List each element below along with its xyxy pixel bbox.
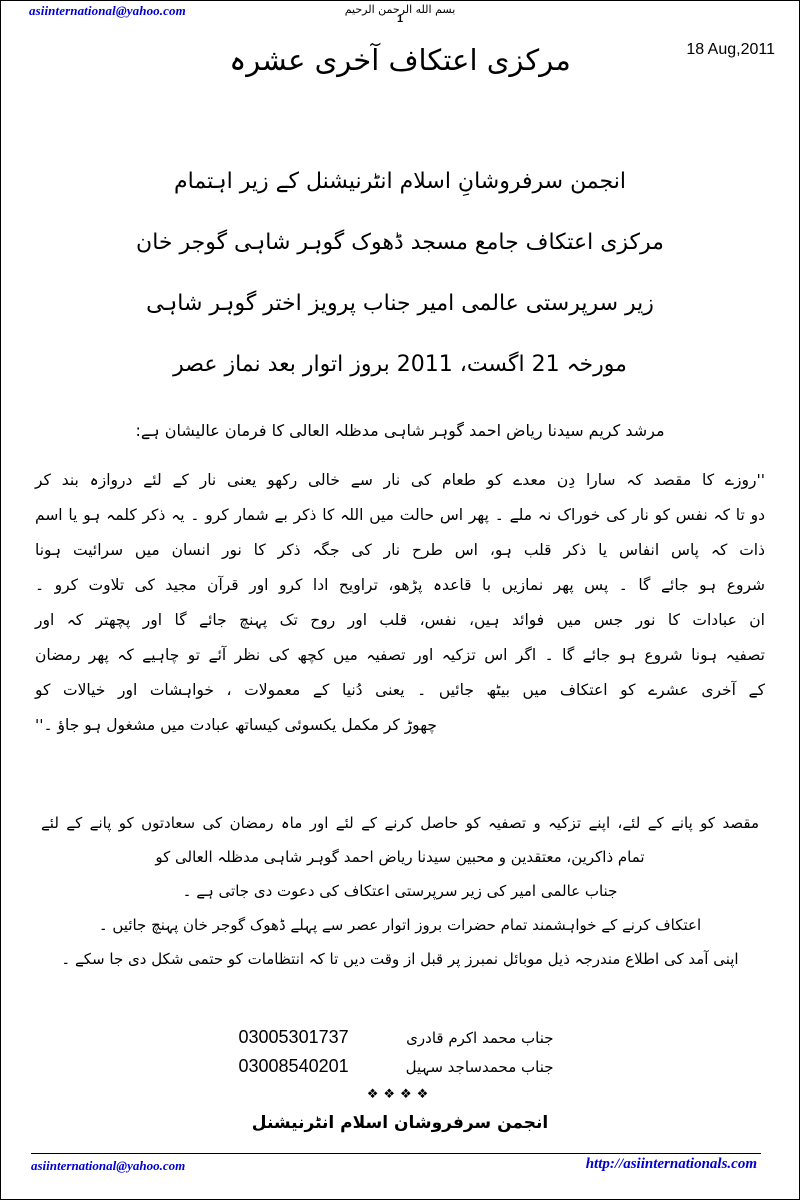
announcement-line-1: انجمن سرفروشانِ اسلام انٹرنیشنل کے زیر اہتمام	[174, 169, 626, 194]
contact-list	[1, 1023, 799, 1081]
footer-email-link[interactable]: asiinternational@yahoo.com	[31, 1158, 186, 1173]
quote-line-7: کے آخری عشرے کو اعتکاف میں بیٹھ جائیں ۔ یعنی دُنیا کے معمولات ، خواہشات اور خیالات کو	[35, 681, 765, 699]
contact-phone: 03005301737	[238, 1027, 349, 1047]
contact-name: جناب محمدساجد سہیل	[405, 1058, 554, 1076]
contact-row	[1, 1023, 799, 1052]
quote-line-8: چھوڑ کر مکمل یکسوئی کیساتھ عبادت میں مشغول ہو جاؤ ۔''	[35, 716, 437, 734]
organization-name: انجمن سرفروشان اسلام انٹرنیشنل	[251, 1113, 549, 1133]
invitation-line-3: جناب عالمی امیر کی زیر سرپرستی اعتکاف کی دعوت دی جاتی ہے ۔	[182, 882, 618, 900]
quote-body	[35, 463, 765, 743]
invitation-line-2: تمام ذاکرین، معتقدین و محبین سیدنا ریاض احمد گوہر شاہی مدظلہ العالی کو	[155, 848, 645, 866]
announcement-line-3: زیر سرپرستی عالمی امیر جناب پرویز اختر گوہر شاہی	[146, 291, 654, 316]
invitation-line-5: اپنی آمد کی اطلاع مندرجہ ذیل موبائل نمبرز پر قبل از وقت دیں تا کہ انتظامات کو حتمی شکل دی جا سکے ۔	[61, 950, 739, 968]
quote-line-3: ذات کہ پاس انفاس یا ذکر قلب ہو، اس طرح نار کی جگہ ذکر کا نور انسان میں سرائیت ہونا	[35, 541, 765, 559]
invitation-line-4: اعتکاف کرنے کے خواہشمند تمام حضرات بروز اتوار عصر سے پہلے ڈھوک گوجر خان پہنچ جائیں ۔	[98, 916, 702, 934]
bismillah-text: بسم الله الرحمن الرحيم	[344, 3, 456, 16]
page-number: 1	[396, 13, 404, 25]
quote-intro: مرشد کریم سیدنا ریاض احمد گوہر شاہی مدظلہ العالی کا فرمان عالیشان ہے:	[135, 421, 665, 440]
contact-row	[1, 1052, 799, 1081]
quote-line-6: تصفیہ ہونا شروع ہو جائے گا ۔ اگر اس تزکیہ اور تصفیہ میں کچھ کی نظر آئے تو چاہیے کہ پھر رمضان	[35, 646, 765, 664]
contact-name: جناب محمد اکرم قادری	[406, 1029, 554, 1047]
quote-line-1: ''روزے کا مقصد کہ سارا دِن معدے کو طعام کی نار سے خالی رکھو یعنی نار کے لئے دروازہ بند کر	[35, 471, 765, 489]
announcement-line-2: مرکزی اعتکاف جامع مسجد ڈھوک گوہر شاہی گوجر خان	[136, 230, 664, 255]
quote-line-4: شروع ہو جائے گا ۔ پس پھر نمازیں با قاعدہ پڑھو، تراویح ادا کرو اور قرآن مجید کی تلاوت کرو ۔	[35, 576, 765, 594]
contact-phone: 03008540201	[238, 1056, 349, 1076]
diamond-ornament-icon: ❖❖❖❖	[366, 1087, 434, 1102]
page-title: مرکزی اعتکاف آخری عشرہ	[229, 43, 571, 77]
document-date: 18 Aug,2011	[686, 41, 775, 58]
quote-line-5: ان عبادات کا نور جس میں فوائد ہیں، نفس، قلب اور روح تک پہنچ جائے گا اور پچھتر کہ اور	[35, 611, 765, 629]
header-email-link[interactable]: asiinternational@yahoo.com	[29, 3, 186, 18]
invitation-line-1: مقصد کو پانے کے لئے، اپنے تزکیہ و تصفیہ کو حاصل کرنے کے لئے اور ماہ رمضان کی سعادتوں کو پانے کے لئے	[41, 814, 759, 832]
announcement-block	[61, 151, 739, 395]
footer-divider	[31, 1153, 761, 1154]
footer-website-link[interactable]: http://asiinternationals.com	[585, 1156, 757, 1172]
announcement-line-4: مورخہ 21 اگست، 2011 بروز اتوار بعد نماز عصر	[173, 352, 627, 377]
invitation-block	[41, 806, 759, 976]
quote-line-2: دو تا کہ نفس کو نار کی خوراک نہ ملے ۔ پھر اس حالت میں اللہ کا ذکر بے شمار کرو ۔ یہ ذکر کلمہ ہو یا اسم	[35, 506, 765, 524]
